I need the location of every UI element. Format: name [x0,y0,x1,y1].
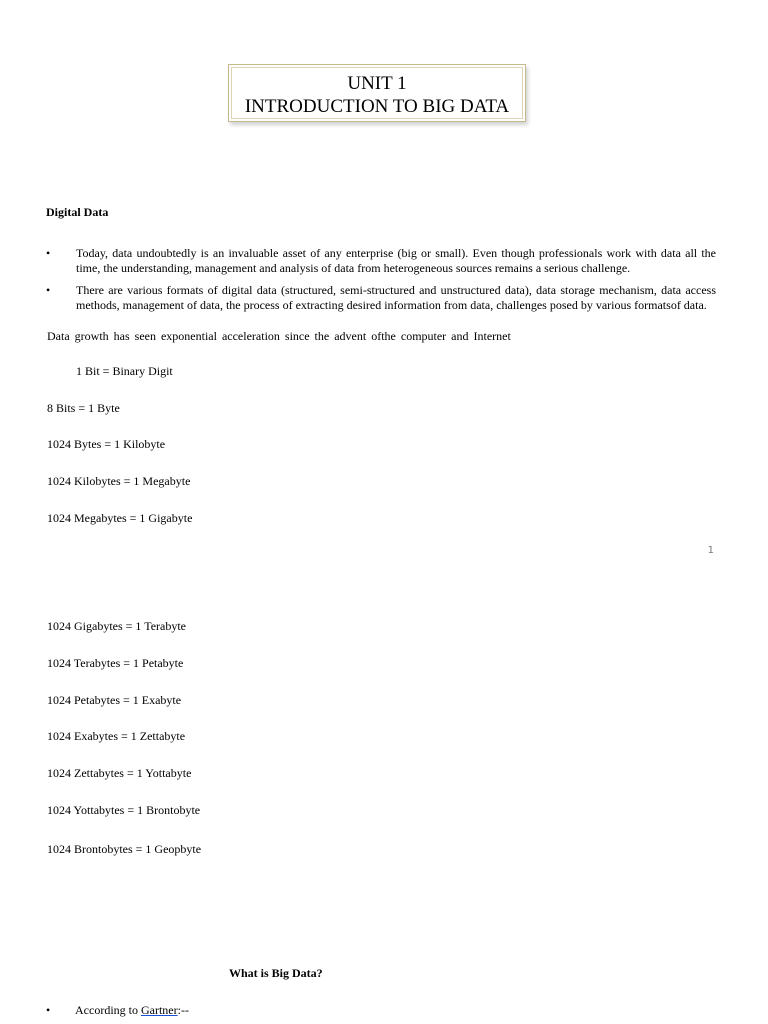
bullet-paragraph: Today, data undoubtedly is an invaluable asset of any enterprise (big or small). Even though professionals work with data all the time, the understanding, management and analysis of data from heterogeneous sources remains a serious challenge. [76,246,716,275]
bullet-marker: • [46,1003,51,1017]
page-number: 1 [707,545,714,556]
title-box [228,64,526,122]
unit-line: 1024 Bytes = 1 Kilobyte [47,437,166,451]
unit-line: 1 Bit = Binary Digit [76,364,173,378]
unit-line: 8 Bits = 1 Byte [47,401,120,415]
gartner-prefix: According to [75,1003,141,1017]
unit-line: 1024 Kilobytes = 1 Megabyte [47,474,191,488]
unit-line: 1024 Brontobytes = 1 Geopbyte [47,842,202,856]
gartner-link[interactable]: Gartner [140,1003,178,1017]
big-data-heading: What is Big Data? [229,966,323,980]
unit-line: 1024 Terabytes = 1 Petabyte [47,656,184,670]
unit-line: 1024 Megabytes = 1 Gigabyte [47,511,193,525]
unit-title: UNIT 1 [347,73,407,94]
unit-subtitle: INTRODUCTION TO BIG DATA [244,96,510,117]
unit-line: 1024 Zettabytes = 1 Yottabyte [47,766,192,780]
unit-line: 1024 Petabytes = 1 Exabyte [47,693,182,707]
unit-line: 1024 Yottabytes = 1 Brontobyte [47,803,201,817]
gartner-line [75,1003,189,1018]
section-heading: Digital Data [46,205,109,219]
unit-line: 1024 Exabytes = 1 Zettabyte [47,729,186,743]
unit-line: 1024 Gigabytes = 1 Terabyte [47,619,187,633]
growth-line: Data growth has seen exponential acceleration since the advent ofthe computer and Internet [47,329,511,343]
gartner-suffix: :-- [177,1003,189,1017]
bullet-paragraph: There are various formats of digital data (structured, semi-structured and unstructured data), data storage mechanism, data access methods, management of data, the process of extracting desired information from data, challenges posed by various formatsof data. [76,283,716,312]
bullet-marker: • [46,246,51,260]
bullet-marker: • [46,283,51,297]
